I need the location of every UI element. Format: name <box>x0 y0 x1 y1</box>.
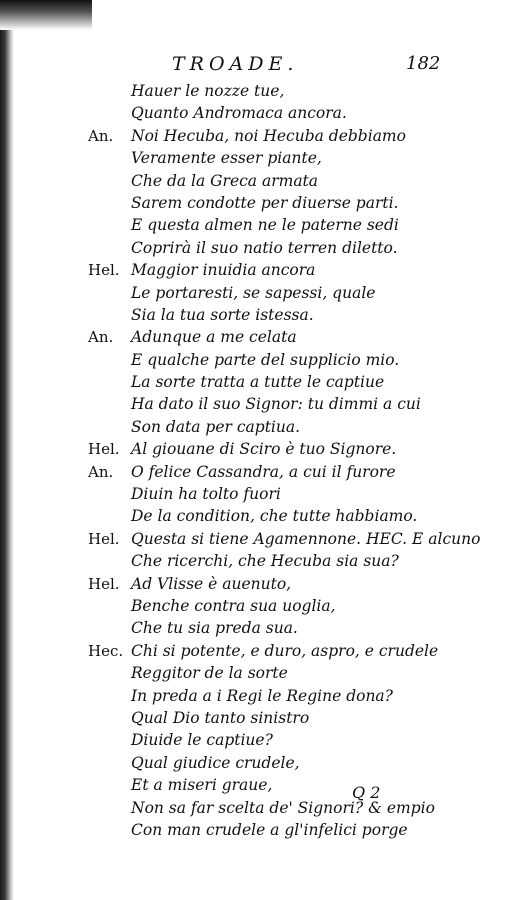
verse-line-text: Reggitor de la sorte <box>131 664 288 683</box>
verse-line-text: Adunque a me celata <box>131 328 297 347</box>
verse-line <box>0 729 521 751</box>
verse-line-text: Qual giudice crudele, <box>131 753 300 772</box>
verse-line-text: Al giouane di Sciro è tuo Signore. <box>131 440 397 459</box>
verse-line-text: Et a miseri graue, <box>131 776 273 795</box>
speaker-label: Hel. <box>88 261 120 280</box>
speaker-label: Hel. <box>88 440 120 459</box>
verse-line <box>0 662 521 684</box>
verse-line <box>0 80 521 102</box>
verse-line-text: Che da la Greca armata <box>131 171 319 190</box>
verse-line <box>0 461 521 483</box>
speaker-label: Hel. <box>88 574 120 593</box>
verse-line-text: Ha dato il suo Signor: tu dimmi a cui <box>131 395 421 414</box>
speaker-label: An. <box>88 328 114 347</box>
speaker-label: Hel. <box>88 529 120 548</box>
verse-line-text: Qual Dio tanto sinistro <box>131 708 310 727</box>
verse-line-text: Hauer le nozze tue, <box>131 82 285 100</box>
verse-line <box>0 550 521 572</box>
verse-line-text: Ad Vlisse è auenuto, <box>131 574 292 593</box>
verse-line-text: Le portaresti, se sapessi, quale <box>131 283 376 302</box>
verse-line-text: Son data per captiua. <box>131 417 301 436</box>
verse-line <box>0 237 521 259</box>
verse-line <box>0 125 521 147</box>
verse-line <box>0 192 521 214</box>
verse-line <box>0 707 521 729</box>
verse-line <box>0 214 521 236</box>
page-corner-shadow <box>0 0 92 30</box>
verse-line-text: E questa almen ne le paterne sedi <box>131 216 399 235</box>
verse-line <box>0 573 521 595</box>
verse-line-text: Veramente esser piante, <box>131 149 322 168</box>
verse-line <box>0 797 521 819</box>
speaker-label: Hec. <box>88 641 124 660</box>
verse-line <box>0 438 521 460</box>
verse-line-text: Chi si potente, e duro, aspro, e crudele <box>131 641 439 660</box>
verse-line-text: Con man crudele a gl'infelici porge <box>131 820 408 839</box>
running-title: TROADE. <box>172 53 299 75</box>
verse-line <box>0 326 521 348</box>
verse-line-text: Questa si tiene Agamennone. HEC. E alcuno <box>131 529 481 548</box>
verse-line <box>0 505 521 527</box>
page-header <box>0 53 521 79</box>
page-number: 182 <box>406 53 441 74</box>
verse-line <box>0 819 521 841</box>
verse-line <box>0 774 521 796</box>
verse-line <box>0 282 521 304</box>
verse-line <box>0 304 521 326</box>
verse-line <box>0 371 521 393</box>
verse-line-text: Sarem condotte per diuerse parti. <box>131 193 399 212</box>
verse-line-text: Diuide le captiue? <box>131 731 273 750</box>
verse-line <box>0 393 521 415</box>
verse-line <box>0 595 521 617</box>
verse-line-text: Quanto Andromaca ancora. <box>131 104 347 123</box>
verse-line <box>0 349 521 371</box>
verse-line-text: In preda a i Regi le Regine dona? <box>131 686 393 705</box>
verse-line-text: La sorte tratta a tutte le captiue <box>131 373 385 392</box>
verse-line <box>0 483 521 505</box>
verse-line <box>0 752 521 774</box>
verse-line-text: O felice Cassandra, a cui il furore <box>131 462 396 481</box>
verse-line <box>0 259 521 281</box>
verse-line <box>0 170 521 192</box>
verse-line <box>0 617 521 639</box>
verse-line-text: Che tu sia preda sua. <box>131 619 298 638</box>
verse-line <box>0 416 521 438</box>
verse-line-text: Non sa far scelta de' Signori? & empio <box>131 798 435 817</box>
verse-line <box>0 147 521 169</box>
verse-line <box>0 528 521 550</box>
verse-line-text: E qualche parte del supplicio mio. <box>131 350 400 369</box>
verse-line <box>0 102 521 124</box>
catchword: Q 2 <box>352 783 381 802</box>
verse-line-text: Benche contra sua uoglia, <box>131 596 336 615</box>
verse-line-text: Maggior inuidia ancora <box>131 261 316 280</box>
verse-line-text: Coprirà il suo natio terren diletto. <box>131 238 398 257</box>
speaker-label: An. <box>88 462 114 481</box>
speaker-label: An. <box>88 126 114 145</box>
verse-line-text: Diuin ha tolto fuori <box>131 485 281 504</box>
verse-line-text: Sia la tua sorte istessa. <box>131 305 314 324</box>
verse-line <box>0 640 521 662</box>
verse-line-text: Noi Hecuba, noi Hecuba debbiamo <box>131 126 406 145</box>
verse-text <box>0 80 521 841</box>
verse-line-text: De la condition, che tutte habbiamo. <box>131 507 418 526</box>
verse-line <box>0 685 521 707</box>
verse-line-text: Che ricerchi, che Hecuba sia sua? <box>131 552 399 571</box>
